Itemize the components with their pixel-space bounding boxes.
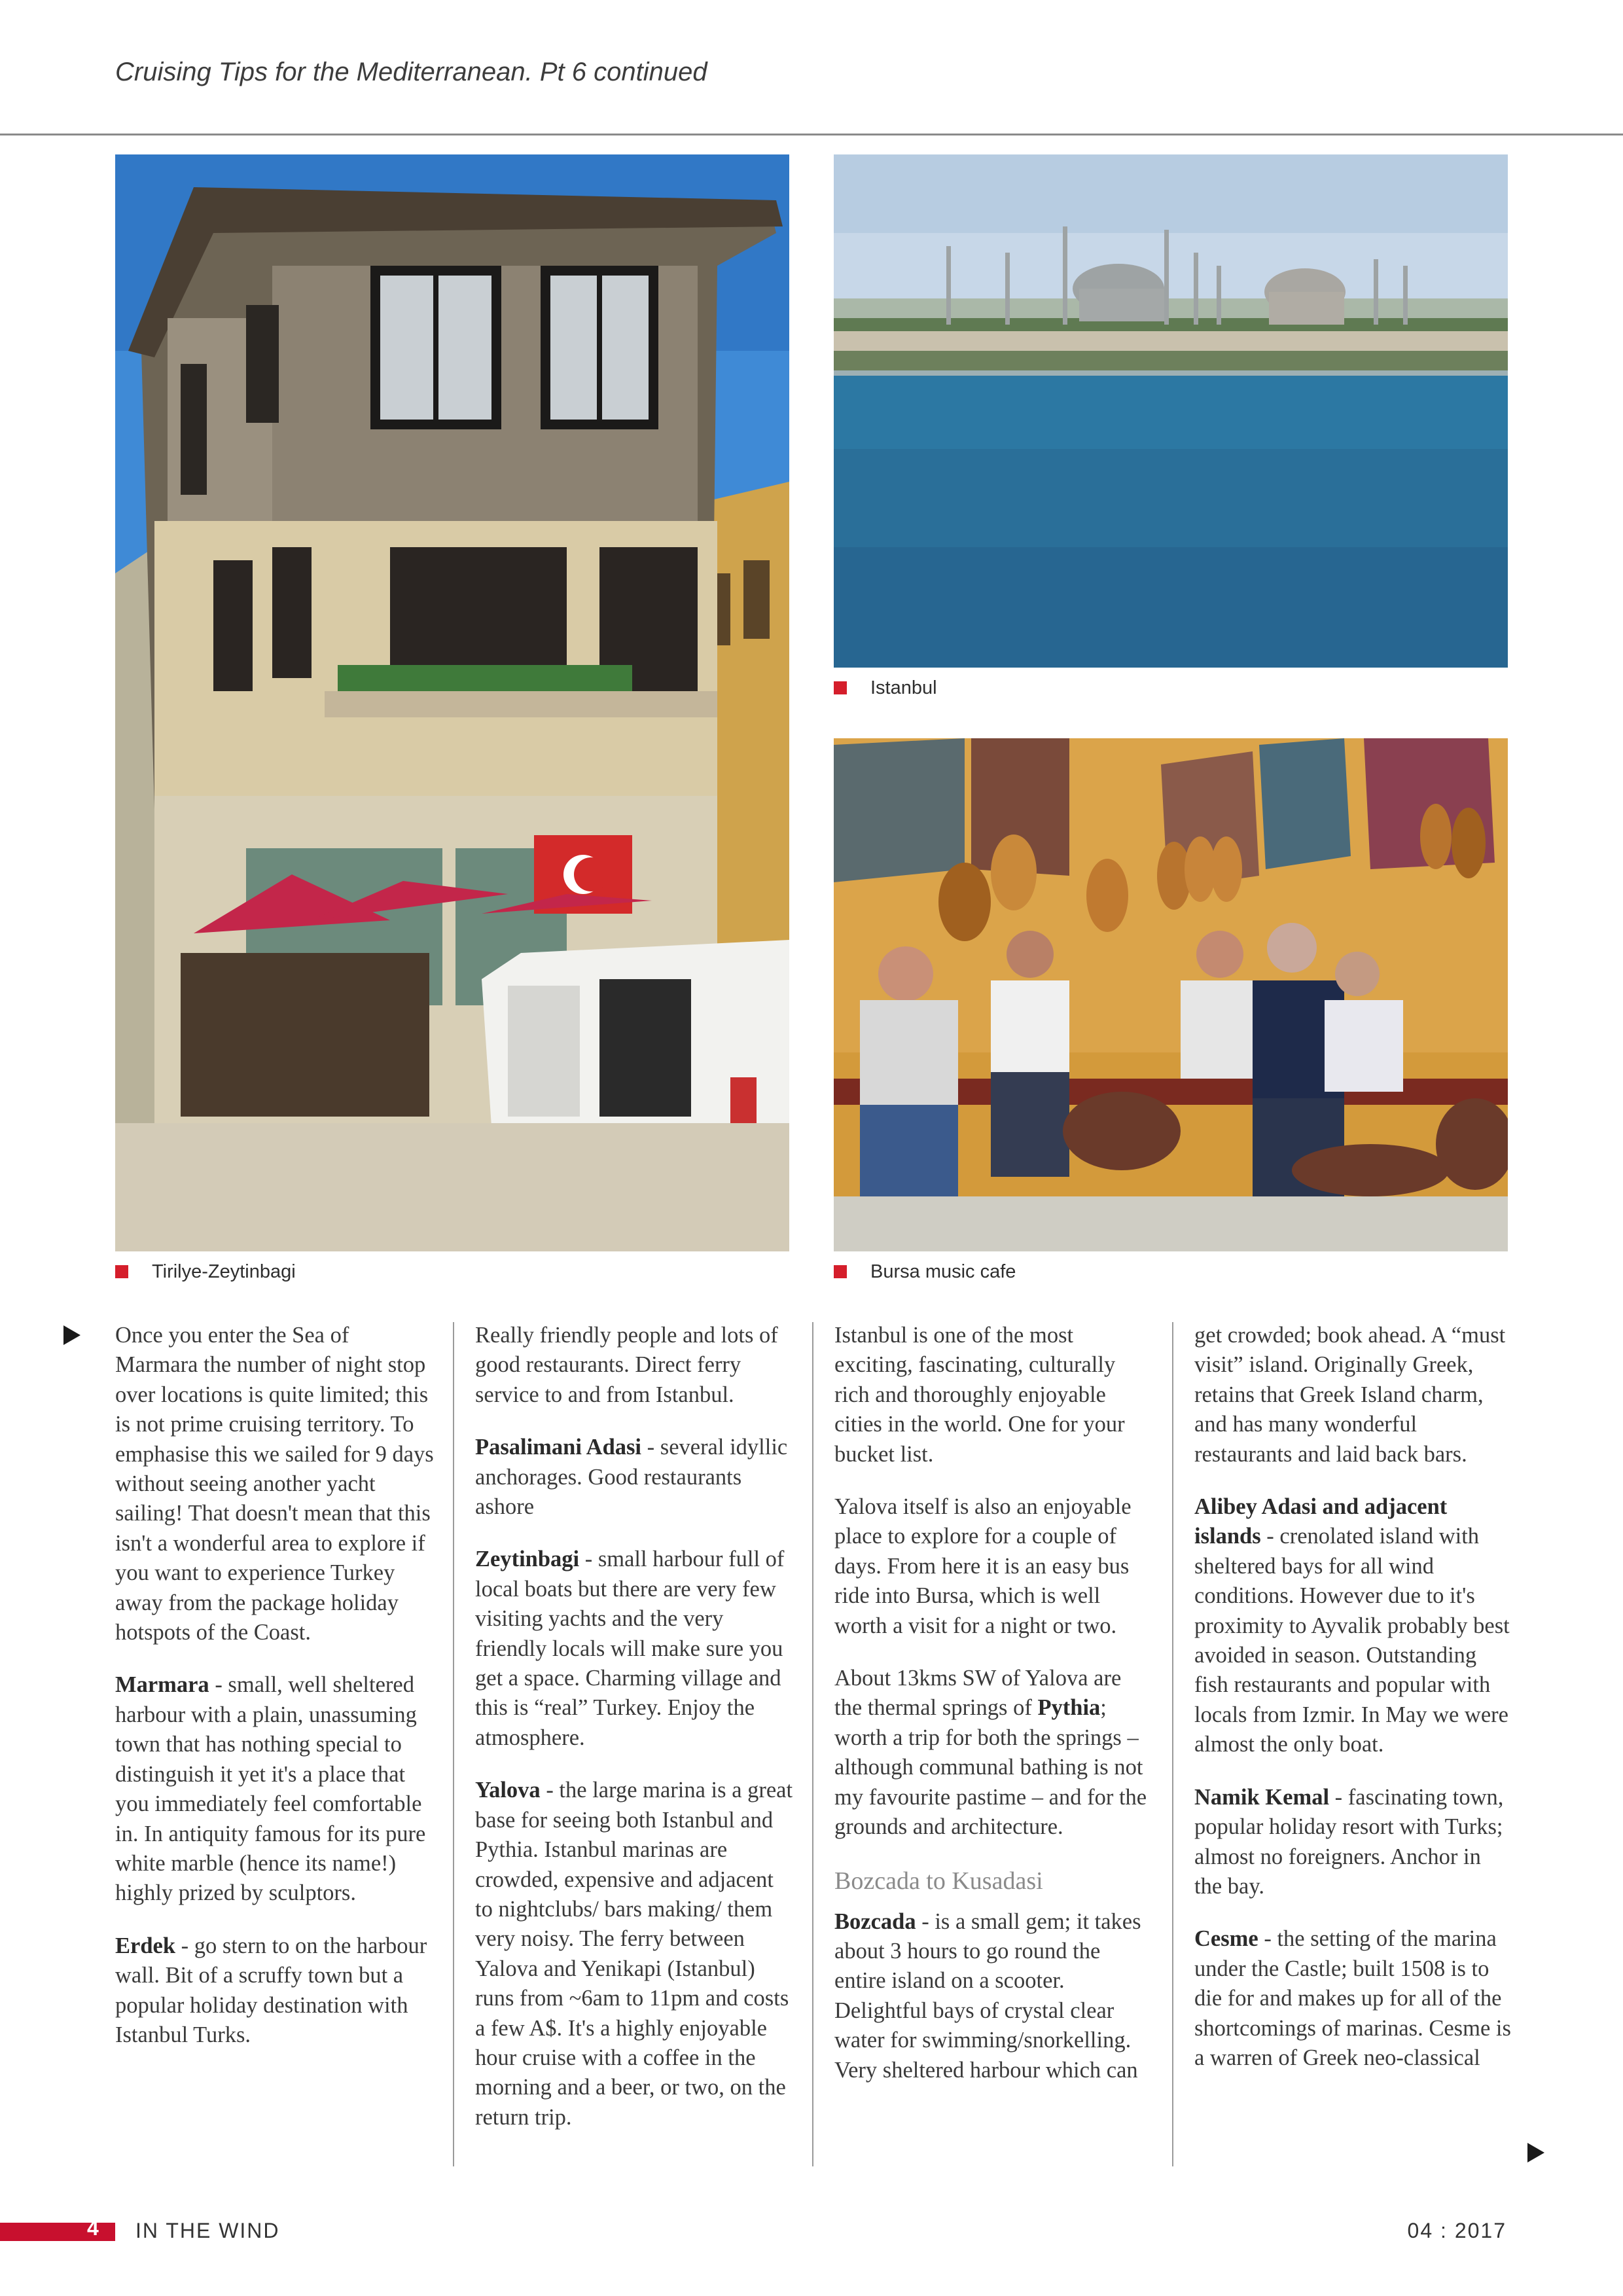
zeytinbagi-heading: Zeytinbagi bbox=[475, 1547, 580, 1572]
pythia-paragraph: About 13kms SW of Yalova are the thermal springs of Pythia; worth a trip for both the springs – although communal bathing is not my favourite pastime – and for the grounds and architecture. bbox=[834, 1666, 1147, 1840]
zeytinbagi-paragraph: Zeytinbagi - small harbour full of local boats but there are very few visiting yachts and the very friendly locals will make sure you get a space. Charming village and this is “real” Turkey. Enjoy the atmosphere. bbox=[475, 1547, 785, 1750]
yalova-paragraph: Yalova - the large marina is a great base for seeing both Istanbul and Pythia. Istanbul marinas are crowded, expensive and adjacent to nightclubs/ bars making/ them very noisy. The ferry between Yalova and Yenikapi (Istanbul) runs from ~6am to 11pm and costs a few A$. It's a highly enjoyable hour cruise with a coffee in the morning and a beer, or two, on the return trip. bbox=[475, 1778, 793, 2130]
bozcada-continued: get crowded; book ahead. A “must visit” island. Originally Greek, retains that Greek Island charm, and has many wonderful restaurants and laid back bars. bbox=[1194, 1323, 1506, 1467]
pythia-heading: Pythia bbox=[1037, 1695, 1101, 1721]
erdek-heading: Erdek bbox=[115, 1933, 176, 1958]
column-divider bbox=[1172, 1322, 1173, 2166]
bursa-caption bbox=[834, 1261, 1016, 1283]
magazine-name: IN THE WIND bbox=[135, 2219, 280, 2242]
alibey-heading: Alibey Adasi and adjacent islands bbox=[1194, 1494, 1448, 1549]
caption-marker bbox=[834, 1265, 847, 1278]
header-rule bbox=[0, 134, 1623, 135]
erdek-continued: Really friendly people and lots of good restaurants. Direct ferry service to and from Istanbul. bbox=[475, 1323, 778, 1407]
continue-arrow-icon bbox=[1527, 2143, 1544, 2162]
tirilye-caption bbox=[115, 1261, 296, 1283]
column-divider bbox=[812, 1322, 813, 2166]
istanbul-photo bbox=[834, 154, 1508, 668]
tirilye-photo bbox=[115, 154, 789, 1251]
page-header-title: Cruising Tips for the Mediterranean. Pt 6 continued bbox=[115, 58, 707, 86]
istanbul-paragraph: Istanbul is one of the most exciting, fascinating, culturally rich and thoroughly enjoyable cities in the world. One for your bucket list. bbox=[834, 1323, 1125, 1467]
intro-paragraph: Once you enter the Sea of Marmara the number of night stop over locations is quite limited; this is not prime cruising territory. To emphasise this we sailed for 9 days without seeing another yacht sailing! That doesn't mean that this isn't a wonderful area to explore if you want to experience Turkey away from the package holiday hotspots of the Coast. bbox=[115, 1323, 434, 1645]
istanbul-caption bbox=[834, 677, 937, 699]
yalova-itself-paragraph: Yalova itself is also an enjoyable place to explore for a couple of days. From here it is an easy bus ride into Bursa, which is well worth a visit for a night or two. bbox=[834, 1494, 1132, 1638]
cesme-heading: Cesme bbox=[1194, 1926, 1258, 1952]
bursa-photo bbox=[834, 738, 1508, 1251]
pasalimani-heading: Pasalimani Adasi bbox=[475, 1435, 642, 1460]
continue-arrow-icon bbox=[63, 1325, 80, 1345]
alibey-paragraph: Alibey Adasi and adjacent islands - crenolated island with sheltered bays for all wind conditions. However due to it's proximity to Ayvalik probably best avoided in season. Outstanding fish restaurants and popular with locals from Izmir. In May we were almost the only boat. bbox=[1194, 1494, 1510, 1757]
pasalimani-paragraph: Pasalimani Adasi - several idyllic anchorages. Good restaurants ashore bbox=[475, 1435, 788, 1520]
namik-kemal-paragraph: Namik Kemal - fascinating town, popular holiday resort with Turks; almost no foreigners. Anchor in the bay. bbox=[1194, 1784, 1504, 1899]
marmara-paragraph: Marmara - small, well sheltered harbour with a plain, unassuming town that has nothing special to distinguish it yet it's a place that you immediately feel comfortable in. In antiquity famous for its pure white marble (hence its name!) highly prized by sculptors. bbox=[115, 1672, 426, 1906]
caption-marker bbox=[834, 681, 847, 694]
caption-marker bbox=[115, 1265, 128, 1278]
section-subheading: Bozcada to Kusadasi bbox=[834, 1867, 1043, 1895]
erdek-paragraph: Erdek - go stern to on the harbour wall. Bit of a scruffy town but a popular holiday destination with Istanbul Turks. bbox=[115, 1933, 427, 2047]
namik-kemal-heading: Namik Kemal bbox=[1194, 1784, 1330, 1810]
page-number: 4 bbox=[87, 2216, 99, 2240]
column-divider bbox=[453, 1322, 454, 2166]
article-column-2 bbox=[475, 1321, 794, 2155]
article-column-1 bbox=[115, 1321, 435, 2073]
bozcada-paragraph: Bozcada - is a small gem; it takes about 3 hours to go round the entire island on a scooter. Delightful bays of crystal clear water for swimming/snorkelling. Very sheltered harbour which can bbox=[834, 1909, 1141, 2083]
istanbul-caption-text: Istanbul bbox=[870, 677, 937, 698]
bozcada-heading: Bozcada bbox=[834, 1909, 916, 1934]
tirilye-caption-text: Tirilye-Zeytinbagi bbox=[152, 1261, 296, 1282]
article-column-4 bbox=[1194, 1321, 1514, 2096]
marmara-heading: Marmara bbox=[115, 1672, 209, 1698]
yalova-heading: Yalova bbox=[475, 1778, 541, 1803]
issue-date: 04 : 2017 bbox=[1407, 2219, 1507, 2242]
cesme-paragraph: Cesme - the setting of the marina under the Castle; built 1508 is to die for and makes up for all of the shortcomings of marinas. Cesme is a warren of Greek neo-classical bbox=[1194, 1926, 1511, 2070]
article-column-3 bbox=[834, 1321, 1154, 2108]
bursa-caption-text: Bursa music cafe bbox=[870, 1261, 1016, 1282]
